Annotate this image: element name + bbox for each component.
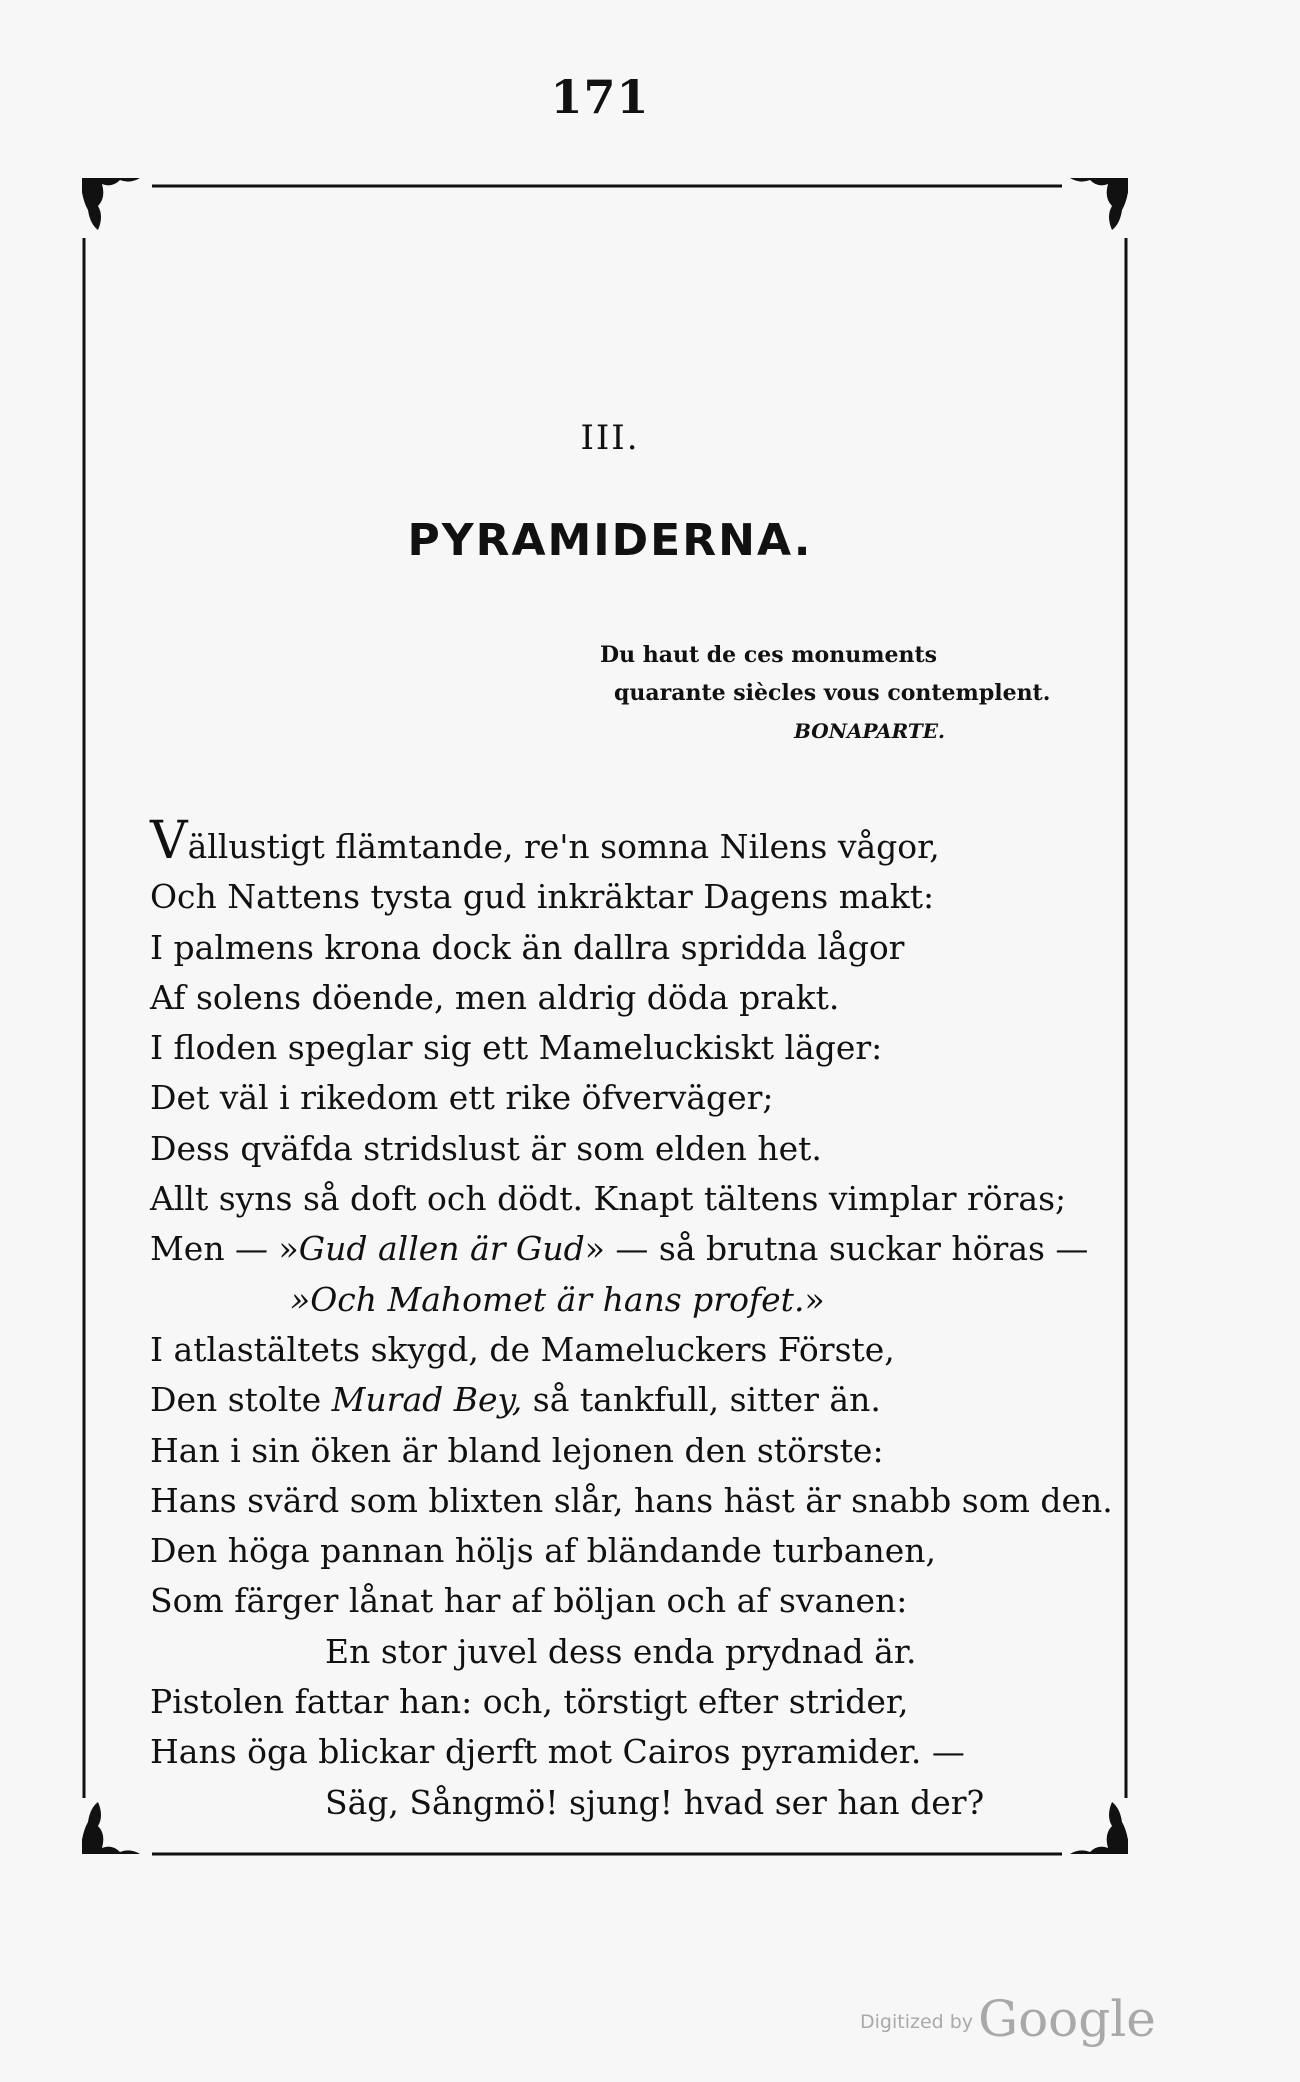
poem-line: Den höga pannan höljs af bländande turbanen, bbox=[150, 1531, 936, 1571]
epigraph bbox=[600, 636, 1080, 750]
drop-cap: V bbox=[150, 811, 188, 871]
poem-text: så tankfull, sitter än. bbox=[522, 1380, 881, 1420]
watermark-prefix: Digitized by bbox=[860, 2011, 974, 2033]
poem-line bbox=[150, 1375, 1100, 1425]
poem-line bbox=[150, 811, 1100, 872]
poem-line-text: ällustigt flämtande, re'n somna Nilens vågor, bbox=[187, 827, 940, 866]
epigraph-line-2: quarante siècles vous contemplent. bbox=[614, 680, 1051, 706]
poem-line: Hans öga blickar djerft mot Cairos pyramider. — bbox=[150, 1732, 965, 1772]
watermark-brand: Google bbox=[978, 1990, 1156, 2048]
poem-text: » — så brutna suckar höras — bbox=[584, 1229, 1089, 1269]
page-number: 171 bbox=[550, 70, 650, 124]
poem-line: Pistolen fattar han: och, törstigt efter strider, bbox=[150, 1682, 909, 1722]
poem-line: Säg, Sångmö! sjung! hvad ser han der? bbox=[325, 1782, 985, 1822]
epigraph-author: BONAPARTE. bbox=[794, 719, 945, 743]
google-watermark bbox=[860, 1990, 1156, 2048]
poem-italic-text: Gud allen är Gud bbox=[298, 1229, 585, 1269]
poem-line: Dess qväfda stridslust är som elden het. bbox=[150, 1128, 822, 1168]
poem-text: » bbox=[804, 1279, 825, 1319]
poem-text: Den stolte bbox=[150, 1380, 332, 1420]
poem-line: Af solens döende, men aldrig döda prakt. bbox=[150, 977, 840, 1017]
poem-line: Han i sin öken är bland lejonen den störste: bbox=[150, 1430, 884, 1470]
poem-body bbox=[150, 811, 1113, 1828]
poem-line: En stor juvel dess enda prydnad är. bbox=[325, 1631, 917, 1671]
poem-line: I atlastältets skygd, de Mameluckers Förste, bbox=[150, 1329, 895, 1369]
epigraph-line-1: Du haut de ces monuments bbox=[600, 642, 938, 668]
poem-line bbox=[150, 1275, 1100, 1325]
section-number: III. bbox=[580, 418, 640, 458]
poem-italic-text: »Och Mahomet är hans profet. bbox=[290, 1279, 805, 1319]
poem-line: Som färger lånat har af böljan och af svanen: bbox=[150, 1581, 908, 1621]
poem-text: Men — » bbox=[150, 1229, 299, 1269]
poem-line: I palmens krona dock än dallra spridda lågor bbox=[150, 927, 905, 967]
poem-line: Allt syns så doft och dödt. Knapt tältens vimplar röras; bbox=[150, 1179, 1067, 1219]
poem-line: I floden speglar sig ett Mameluckiskt läger: bbox=[150, 1028, 883, 1068]
poem-title: PYRAMIDERNA. bbox=[407, 515, 813, 566]
poem-line: Och Nattens tysta gud inkräktar Dagens makt: bbox=[150, 877, 935, 917]
poem-italic-text: Murad Bey, bbox=[331, 1380, 523, 1420]
poem-line bbox=[150, 1224, 1100, 1274]
poem-line: Det väl i rikedom ett rike öfverväger; bbox=[150, 1078, 774, 1118]
poem-line: Hans svärd som blixten slår, hans häst är snabb som den. bbox=[150, 1480, 1113, 1520]
